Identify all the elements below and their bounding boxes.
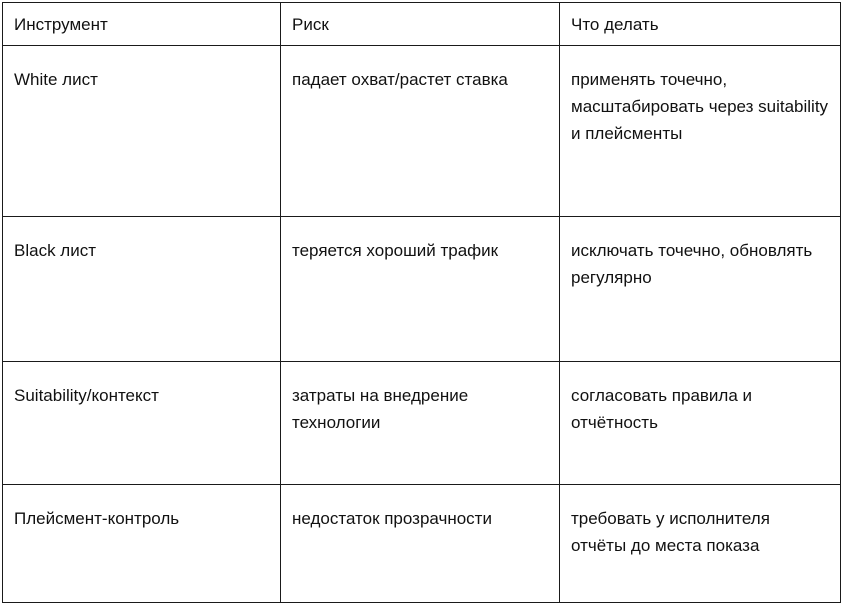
cell-risk: теряется хороший трафик: [281, 217, 560, 362]
cell-risk: недостаток прозрачности: [281, 485, 560, 603]
cell-action: требовать у исполнителя отчёты до места показа: [560, 485, 841, 603]
header-action: Что делать: [560, 3, 841, 46]
table-row: [3, 362, 841, 485]
cell-risk: падает охват/растет ставка: [281, 46, 560, 217]
table-header-row: [3, 3, 841, 46]
table-row: [3, 485, 841, 603]
table-row: [3, 46, 841, 217]
tools-risk-table: [2, 2, 841, 603]
header-tool: Инструмент: [3, 3, 281, 46]
cell-risk: затраты на внедрение технологии: [281, 362, 560, 485]
cell-action: исключать точечно, обновлять регулярно: [560, 217, 841, 362]
cell-tool: Suitability/контекст: [3, 362, 281, 485]
cell-tool: Black лист: [3, 217, 281, 362]
cell-action: согласовать правила и отчётность: [560, 362, 841, 485]
cell-tool: White лист: [3, 46, 281, 217]
cell-tool: Плейсмент-контроль: [3, 485, 281, 603]
table-row: [3, 217, 841, 362]
header-risk: Риск: [281, 3, 560, 46]
cell-action: применять точечно, масштабировать через suitability и плейсменты: [560, 46, 841, 217]
